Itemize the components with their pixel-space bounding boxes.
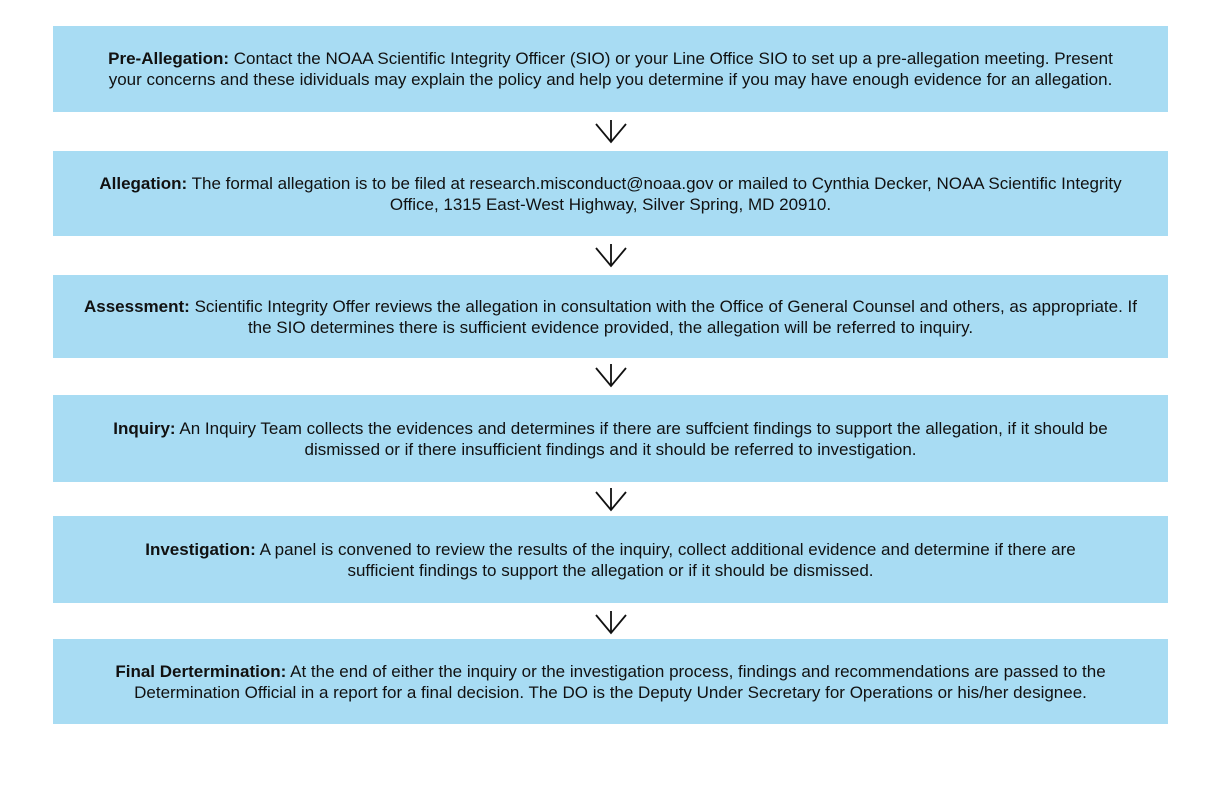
step-description: Scientific Integrity Offer reviews the allegation in consultation with the Office of General Counsel and others, as appropriate. If the SIO determines there is sufficient evidence provided, the allegation will be referred to inquiry.: [194, 296, 1137, 337]
step-label: Final Dertermination:: [115, 661, 287, 681]
step-assessment: [53, 275, 1168, 358]
step-pre-allegation: [53, 26, 1168, 112]
step-description: A panel is convened to review the results of the inquiry, collect additional evidence and determine if there are sufficient findings to support the allegation or if it should be dismissed.: [259, 539, 1076, 580]
down-arrow-icon: [594, 609, 628, 637]
step-description: The formal allegation is to be filed at research.misconduct@noaa.gov or mailed to Cynthia Decker, NOAA Scientific Integrity Office, 1315 East-West Highway, Silver Spring, MD 20910.: [191, 173, 1122, 214]
step-description: At the end of either the inquiry or the investigation process, findings and recommendations are passed to the Determination Official in a report for a final decision. The DO is the Deputy Under Secretary for Operations or his/her designee.: [134, 661, 1106, 702]
step-inquiry: [53, 395, 1168, 482]
step-description: Contact the NOAA Scientific Integrity Officer (SIO) or your Line Office SIO to set up a pre-allegation meeting. Present your concerns and these idividuals may explain the policy and help you determine if you may have enough evidence for an allegation.: [108, 49, 1113, 89]
step-final-determination: [53, 639, 1168, 724]
step-label: Assessment:: [84, 296, 190, 316]
step-label: Allegation:: [99, 173, 188, 193]
step-description: An Inquiry Team collects the evidences and determines if there are suffcient findings to support the allegation, if it should be dismissed or if there insufficient findings and it should be referred to investigation.: [179, 418, 1108, 459]
down-arrow-icon: [594, 486, 628, 514]
step-allegation: [53, 151, 1168, 236]
step-label: Investigation:: [145, 539, 256, 559]
step-label: Pre-Allegation:: [108, 49, 230, 68]
step-label: Inquiry:: [113, 418, 176, 438]
down-arrow-icon: [594, 118, 628, 146]
down-arrow-icon: [594, 362, 628, 390]
step-investigation: [53, 516, 1168, 603]
down-arrow-icon: [594, 242, 628, 270]
